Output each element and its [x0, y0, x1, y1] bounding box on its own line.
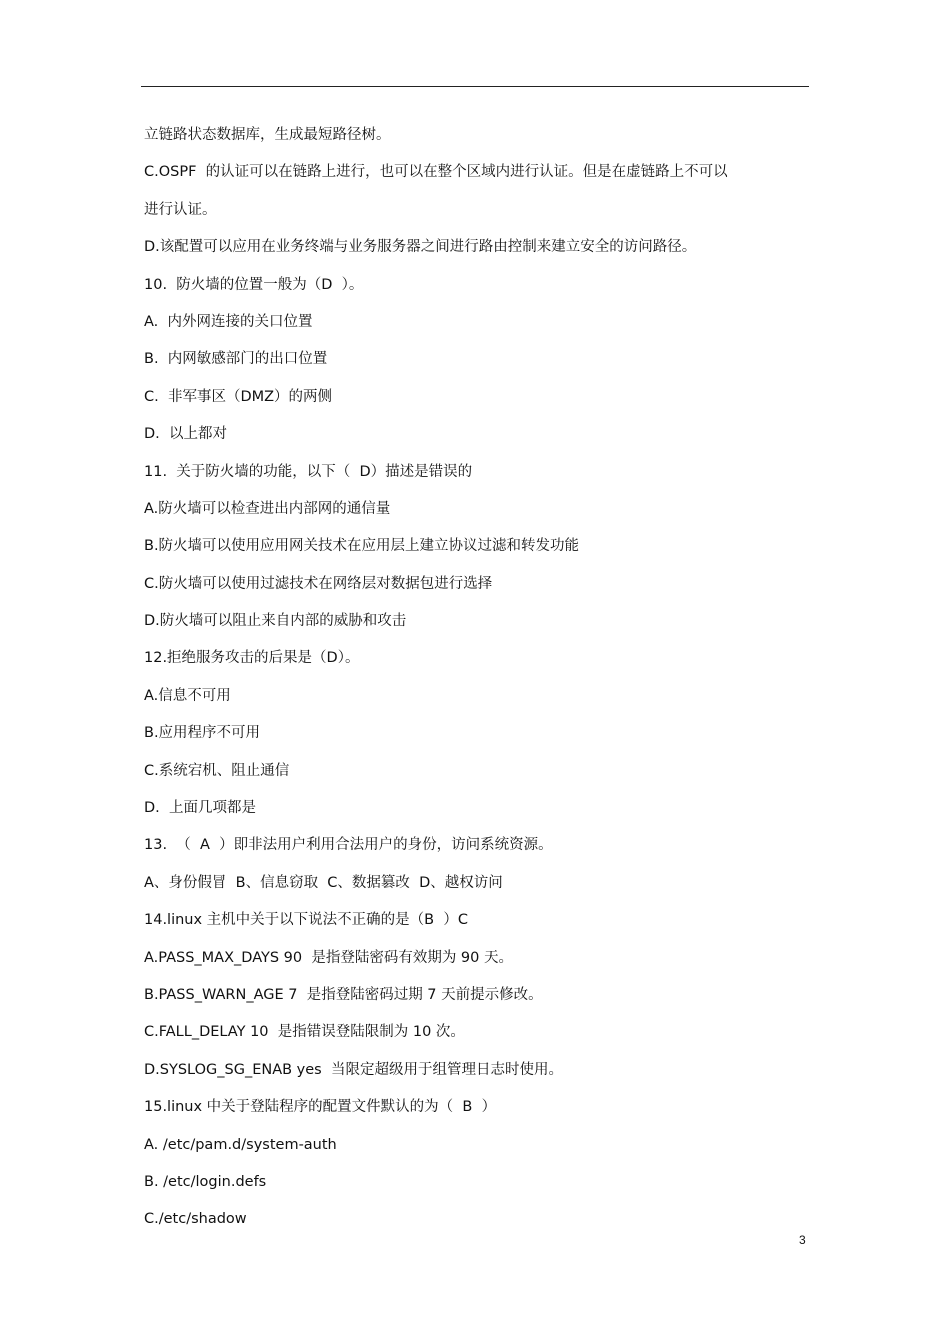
option-line: B. 内网敏感部门的出口位置: [144, 351, 328, 368]
option-line: A、身份假冒 B、信息窃取 C、数据篡改 D、越权访问: [144, 874, 503, 891]
option-line: D.防火墙可以阻止来自内部的威胁和攻击: [144, 613, 407, 630]
question-11: 11. 关于防火墙的功能，以下（ D）描述是错误的: [144, 463, 473, 480]
option-line: B.防火墙可以使用应用网关技术在应用层上建立协议过滤和转发功能: [144, 538, 580, 555]
option-line: C./etc/shadow: [144, 1211, 247, 1228]
question-10: 10. 防火墙的位置一般为（D ）。: [144, 276, 364, 293]
option-line: D. 上面几项都是: [144, 800, 256, 817]
text-line: D.该配置可以应用在业务终端与业务服务器之间进行路由控制来建立安全的访问路径。: [144, 239, 697, 256]
option-line: C. 非军事区（DMZ）的两侧: [144, 388, 333, 405]
option-line: A.信息不可用: [144, 687, 231, 704]
option-line: C.防火墙可以使用过滤技术在网络层对数据包进行选择: [144, 575, 493, 592]
option-line: D.SYSLOG_SG_ENAB yes 当限定超级用于组管理日志时使用。: [144, 1061, 563, 1078]
option-line: C.FALL_DELAY 10 是指错误登陆限制为 10 次。: [144, 1024, 465, 1041]
option-line: B.PASS_WARN_AGE 7 是指登陆密码过期 7 天前提示修改。: [144, 986, 543, 1003]
option-line: D. 以上都对: [144, 426, 227, 443]
page-number: 3: [799, 1233, 806, 1247]
option-line: B.应用程序不可用: [144, 725, 261, 742]
header-rule: [141, 86, 809, 87]
question-13: 13. （ A ）即非法用户利用合法用户的身份，访问系统资源。: [144, 837, 553, 854]
option-line: A.PASS_MAX_DAYS 90 是指登陆密码有效期为 90 天。: [144, 949, 513, 966]
text-line: C.OSPF 的认证可以在链路上进行，也可以在整个区域内进行认证。但是在虚链路上不可以: [144, 164, 728, 181]
option-line: B. /etc/login.defs: [144, 1173, 267, 1190]
question-14: 14.linux 主机中关于以下说法不正确的是（B ）C: [144, 912, 468, 929]
option-line: A. 内外网连接的关口位置: [144, 313, 313, 330]
option-line: A.防火墙可以检查进出内部网的通信量: [144, 500, 391, 517]
text-line: 进行认证。: [144, 201, 217, 218]
document-body: [144, 118, 814, 1240]
text-line: 立链路状态数据库，生成最短路径树。: [144, 127, 391, 143]
option-line: A. /etc/pam.d/system-auth: [144, 1136, 337, 1153]
question-12: 12.拒绝服务攻击的后果是（D）。: [144, 650, 360, 667]
question-15: 15.linux 中关于登陆程序的配置文件默认的为（ B ）: [144, 1099, 497, 1116]
option-line: C.系统宕机、阻止通信: [144, 762, 290, 779]
